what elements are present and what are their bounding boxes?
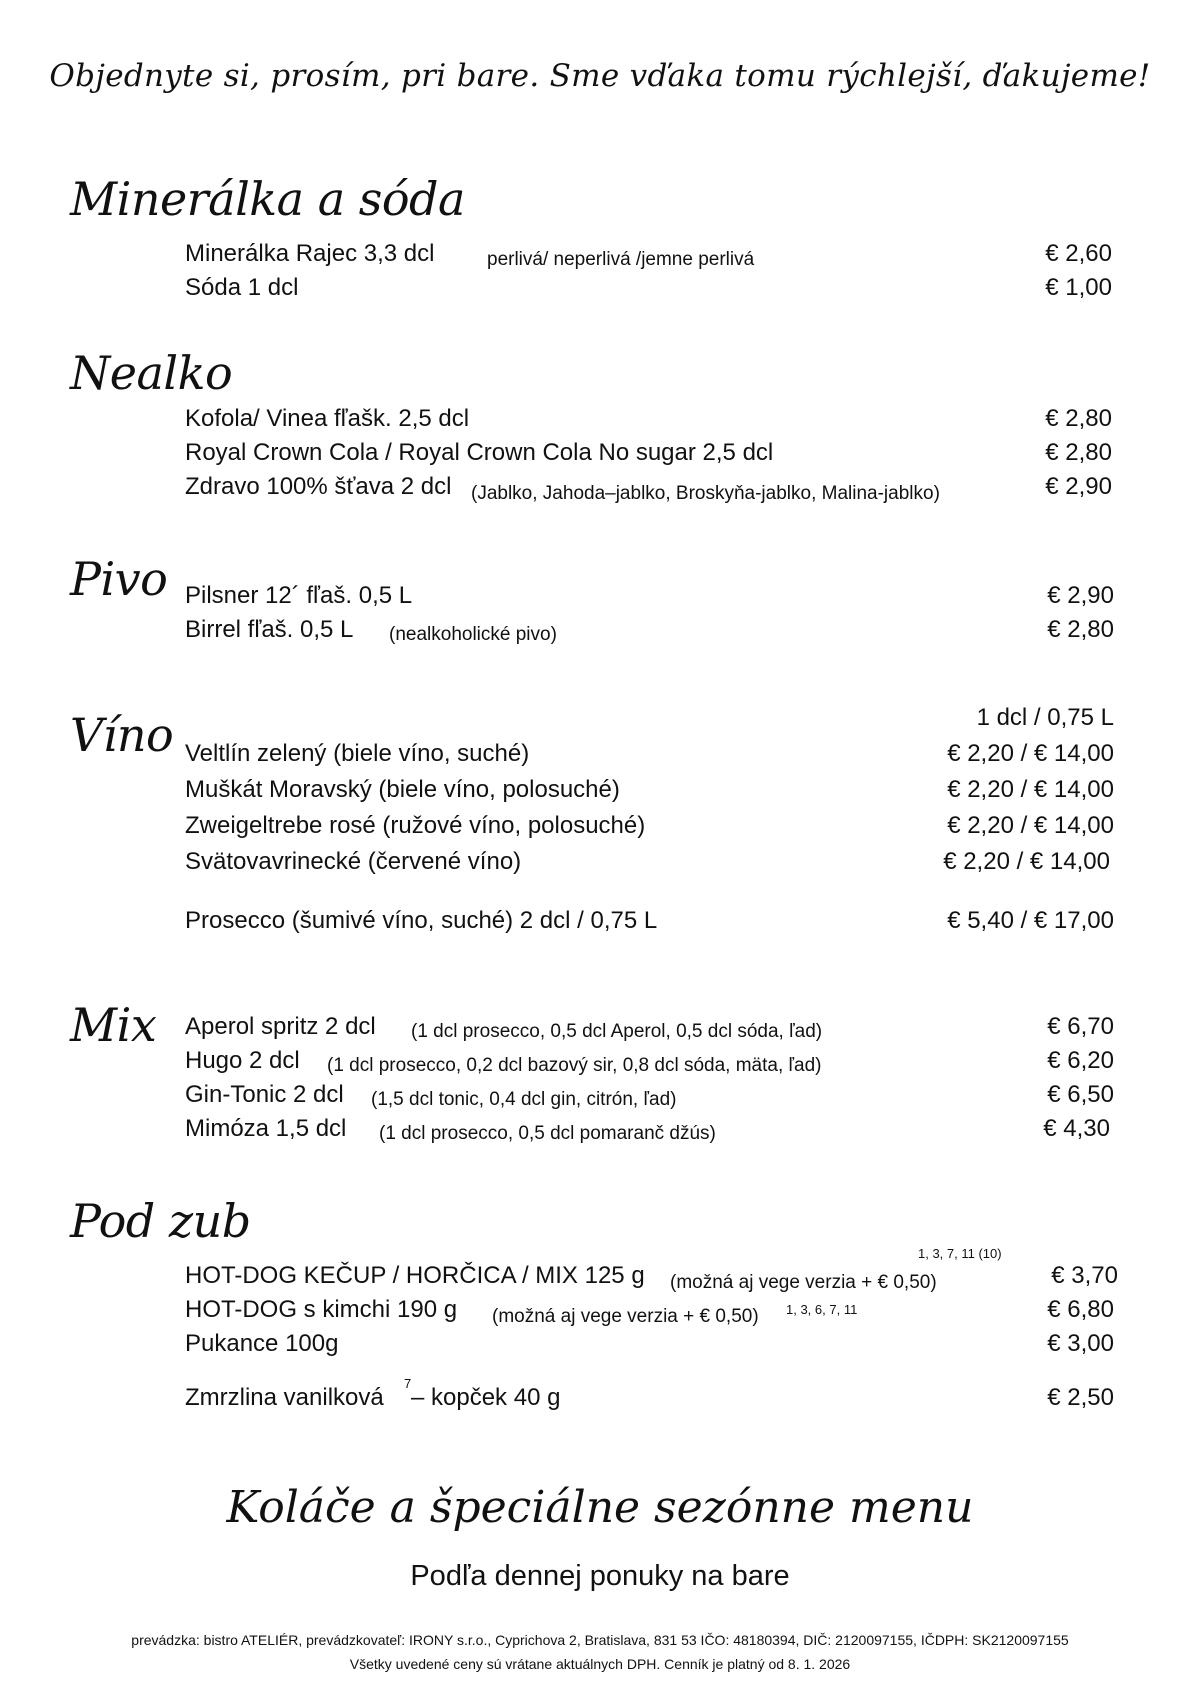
menu-item-note: (1,5 dcl tonic, 0,4 dcl gin, citrón, ľad) [371, 1089, 677, 1110]
menu-item-name: Svätovavrinecké (červené víno) [185, 848, 522, 875]
menu-item-name: Veltlín zelený (biele víno, suché) [185, 740, 530, 767]
menu-item-price: € 2,50 [1047, 1384, 1114, 1411]
menu-item-name: HOT-DOG KEČUP / HORČICA / MIX 125 g [185, 1262, 645, 1289]
menu-item-price: € 2,60 [1045, 240, 1112, 267]
menu-item-price: € 2,20 / € 14,00 [947, 812, 1114, 839]
menu-item-price: € 6,70 [1047, 1013, 1114, 1040]
section-title-nealko: Nealko [70, 346, 233, 400]
menu-item-name: Sóda 1 dcl [185, 274, 299, 301]
menu-item-name: Aperol spritz 2 dcl [185, 1013, 376, 1040]
menu-item-price: € 6,50 [1047, 1081, 1114, 1108]
menu-item-name: Zdravo 100% šťava 2 dcl [185, 473, 452, 500]
menu-item-name: Birrel fľaš. 0,5 L [185, 616, 354, 643]
footer-operator-info: prevádzka: bistro ATELIÉR, prevádzkovateľ: IRONY s.r.o., Cyprichova 2, Bratislava, 831 53 IČO: 48180394, DIČ: 2120097155, IČDPH: SK2120097155 [131, 1632, 1069, 1648]
menu-item-price: € 2,90 [1047, 582, 1114, 609]
section-title-pivo: Pivo [70, 552, 168, 606]
menu-item-name: Pilsner 12´ fľaš. 0,5 L [185, 582, 413, 609]
menu-item-name: Prosecco (šumivé víno, suché) 2 dcl / 0,75 L [185, 907, 658, 934]
section-title-podzub: Pod zub [70, 1194, 251, 1248]
special-menu-subtitle: Podľa dennej ponuky na bare [410, 1560, 790, 1592]
menu-item-note: (možná aj vege verzia + € 0,50) [492, 1306, 759, 1327]
menu-item-price: € 2,20 / € 14,00 [943, 848, 1110, 875]
menu-item-price: € 2,20 / € 14,00 [947, 776, 1114, 803]
menu-item-note: (možná aj vege verzia + € 0,50) [670, 1272, 937, 1293]
menu-item-note: (1 dcl prosecco, 0,2 dcl bazový sir, 0,8 dcl sóda, mäta, ľad) [327, 1055, 822, 1076]
menu-item-price: € 2,80 [1045, 439, 1112, 466]
footer-validity-note: Všetky uvedené ceny sú vrátane aktuálnych DPH. Cenník je platný od 8. 1. 2026 [349, 1656, 851, 1672]
menu-item-name-suffix: – kopček 40 g [411, 1384, 561, 1411]
menu-item-note: (1 dcl prosecco, 0,5 dcl pomaranč džús) [379, 1123, 716, 1144]
allergen-codes: 7 [404, 1376, 412, 1391]
menu-item-note: perlivá/ neperlivá /jemne perlivá [487, 249, 755, 270]
menu-item-name: Pukance 100g [185, 1330, 339, 1357]
menu-item-name: HOT-DOG s kimchi 190 g [185, 1296, 458, 1323]
menu-item-name: Hugo 2 dcl [185, 1047, 300, 1074]
menu-item-note: (1 dcl prosecco, 0,5 dcl Aperol, 0,5 dcl sóda, ľad) [411, 1021, 823, 1042]
section-title-mineralka: Minerálka a sóda [70, 172, 465, 226]
menu-item-note: (Jablko, Jahoda–jablko, Broskyňa-jablko, Malina-jablko) [471, 483, 940, 504]
menu-item-note: (nealkoholické pivo) [389, 624, 557, 645]
menu-item-price: € 6,20 [1047, 1047, 1114, 1074]
allergen-codes: 1, 3, 6, 7, 11 [786, 1302, 858, 1317]
menu-item-price: € 6,80 [1047, 1296, 1114, 1323]
allergen-codes: 1, 3, 7, 11 (10) [918, 1246, 1002, 1261]
menu-item-price: € 5,40 / € 17,00 [947, 907, 1114, 934]
section-title-mix: Mix [70, 998, 157, 1052]
menu-item-name: Minerálka Rajec 3,3 dcl [185, 240, 435, 267]
section-title-vino: Víno [70, 708, 174, 762]
menu-item-price: € 2,20 / € 14,00 [947, 740, 1114, 767]
menu-item-price: € 3,70 [1051, 1262, 1118, 1289]
menu-item-price: € 3,00 [1047, 1330, 1114, 1357]
special-menu-title: Koláče a špeciálne sezónne menu [226, 1482, 974, 1533]
menu-item-price: € 1,00 [1045, 274, 1112, 301]
menu-item-name: Mimóza 1,5 dcl [185, 1115, 347, 1142]
menu-item-price: € 4,30 [1043, 1115, 1110, 1142]
menu-item-price: € 2,90 [1045, 473, 1112, 500]
menu-item-name: Zmrzlina vanilková [185, 1384, 384, 1411]
menu-item-name: Zweigeltrebe rosé (ružové víno, polosuché) [185, 812, 646, 839]
menu-item-name: Muškát Moravský (biele víno, polosuché) [185, 776, 620, 803]
menu-item-price: € 2,80 [1047, 616, 1114, 643]
menu-item-name: Royal Crown Cola / Royal Crown Cola No sugar 2,5 dcl [185, 439, 774, 466]
tagline: Objednyte si, prosím, pri bare. Sme vďaka tomu rýchlejší, ďakujeme! [49, 58, 1151, 94]
menu-item-price: € 2,80 [1045, 405, 1112, 432]
menu-item-name: Gin-Tonic 2 dcl [185, 1081, 344, 1108]
wine-units-header: 1 dcl / 0,75 L [976, 704, 1114, 731]
menu-item-name: Kofola/ Vinea fľašk. 2,5 dcl [185, 405, 470, 432]
